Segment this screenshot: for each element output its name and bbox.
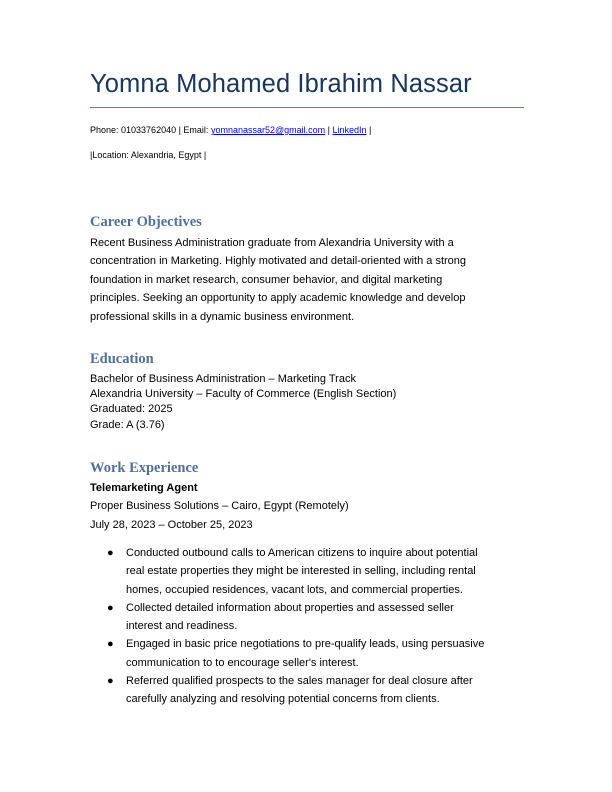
text-line: professional skills in a dynamic business environment. <box>90 310 355 323</box>
text-line: Recent Business Administration graduate from Alexandria University with a <box>90 237 454 249</box>
list-item <box>90 599 484 636</box>
section-heading-education: Education <box>90 351 154 367</box>
text-line: Collected detailed information about properties and assessed seller <box>126 601 454 614</box>
contact-line <box>90 125 371 135</box>
job-entry <box>90 479 349 534</box>
bullet-icon: ● <box>107 638 114 651</box>
text-line: real estate properties they might be interested in selling, including rental <box>126 565 476 578</box>
job-title: Telemarketing Agent <box>90 482 198 494</box>
text-line: homes, occupied residences, vacant lots, and commercial properties. <box>126 583 463 596</box>
bullet-icon: ● <box>107 547 114 559</box>
education-details <box>90 372 396 433</box>
bullet-icon: ● <box>107 675 114 688</box>
separator: | <box>366 125 372 135</box>
separator: | <box>325 125 333 135</box>
phone-email-label: Phone: 01033762040 | Email: <box>90 125 211 135</box>
list-item <box>90 672 484 709</box>
career-objectives-text <box>90 234 530 326</box>
location-line: |Location: Alexandria, Egypt | <box>90 150 207 160</box>
job-dates: July 28, 2023 – October 25, 2023 <box>90 518 253 531</box>
text-line: principles. Seeking an opportunity to apply academic knowledge and develop <box>90 292 466 305</box>
text-line: concentration in Marketing. Highly motivated and detail-oriented with a strong <box>90 255 467 268</box>
text-line: Referred qualified prospects to the sales manager for deal closure after <box>126 675 473 688</box>
institution: Alexandria University – Faculty of Commerce (English Section) <box>90 388 397 401</box>
job-responsibilities-list <box>90 544 484 709</box>
text-line: Conducted outbound calls to American citizens to inquire about potential <box>126 547 478 559</box>
grade: Grade: A (3.76) <box>90 418 165 431</box>
list-item <box>90 635 484 672</box>
name-divider <box>90 107 524 108</box>
linkedin-link[interactable]: LinkedIn <box>332 125 367 135</box>
degree: Bachelor of Business Administration – Marketing Track <box>90 373 356 385</box>
text-line: interest and readiness. <box>126 620 238 633</box>
candidate-name: Yomna Mohamed Ibrahim Nassar <box>90 70 472 98</box>
text-line: Engaged in basic price negotiations to pre-qualify leads, using persuasive <box>126 638 485 651</box>
graduation-year: Graduated: 2025 <box>90 403 173 416</box>
list-item <box>90 544 484 599</box>
job-company: Proper Business Solutions – Cairo, Egypt (Remotely) <box>90 500 349 513</box>
section-heading-work-experience: Work Experience <box>90 460 199 476</box>
section-heading-career-objectives: Career Objectives <box>90 214 202 230</box>
bullet-icon: ● <box>107 601 114 614</box>
text-line: carefully analyzing and resolving potential concerns from clients. <box>126 693 440 706</box>
text-line: foundation in market research, consumer behavior, and digital marketing <box>90 273 443 286</box>
email-link[interactable]: yomnanassar52@gmail.com <box>210 125 326 135</box>
text-line: communication to to encourage seller's interest. <box>126 656 359 669</box>
